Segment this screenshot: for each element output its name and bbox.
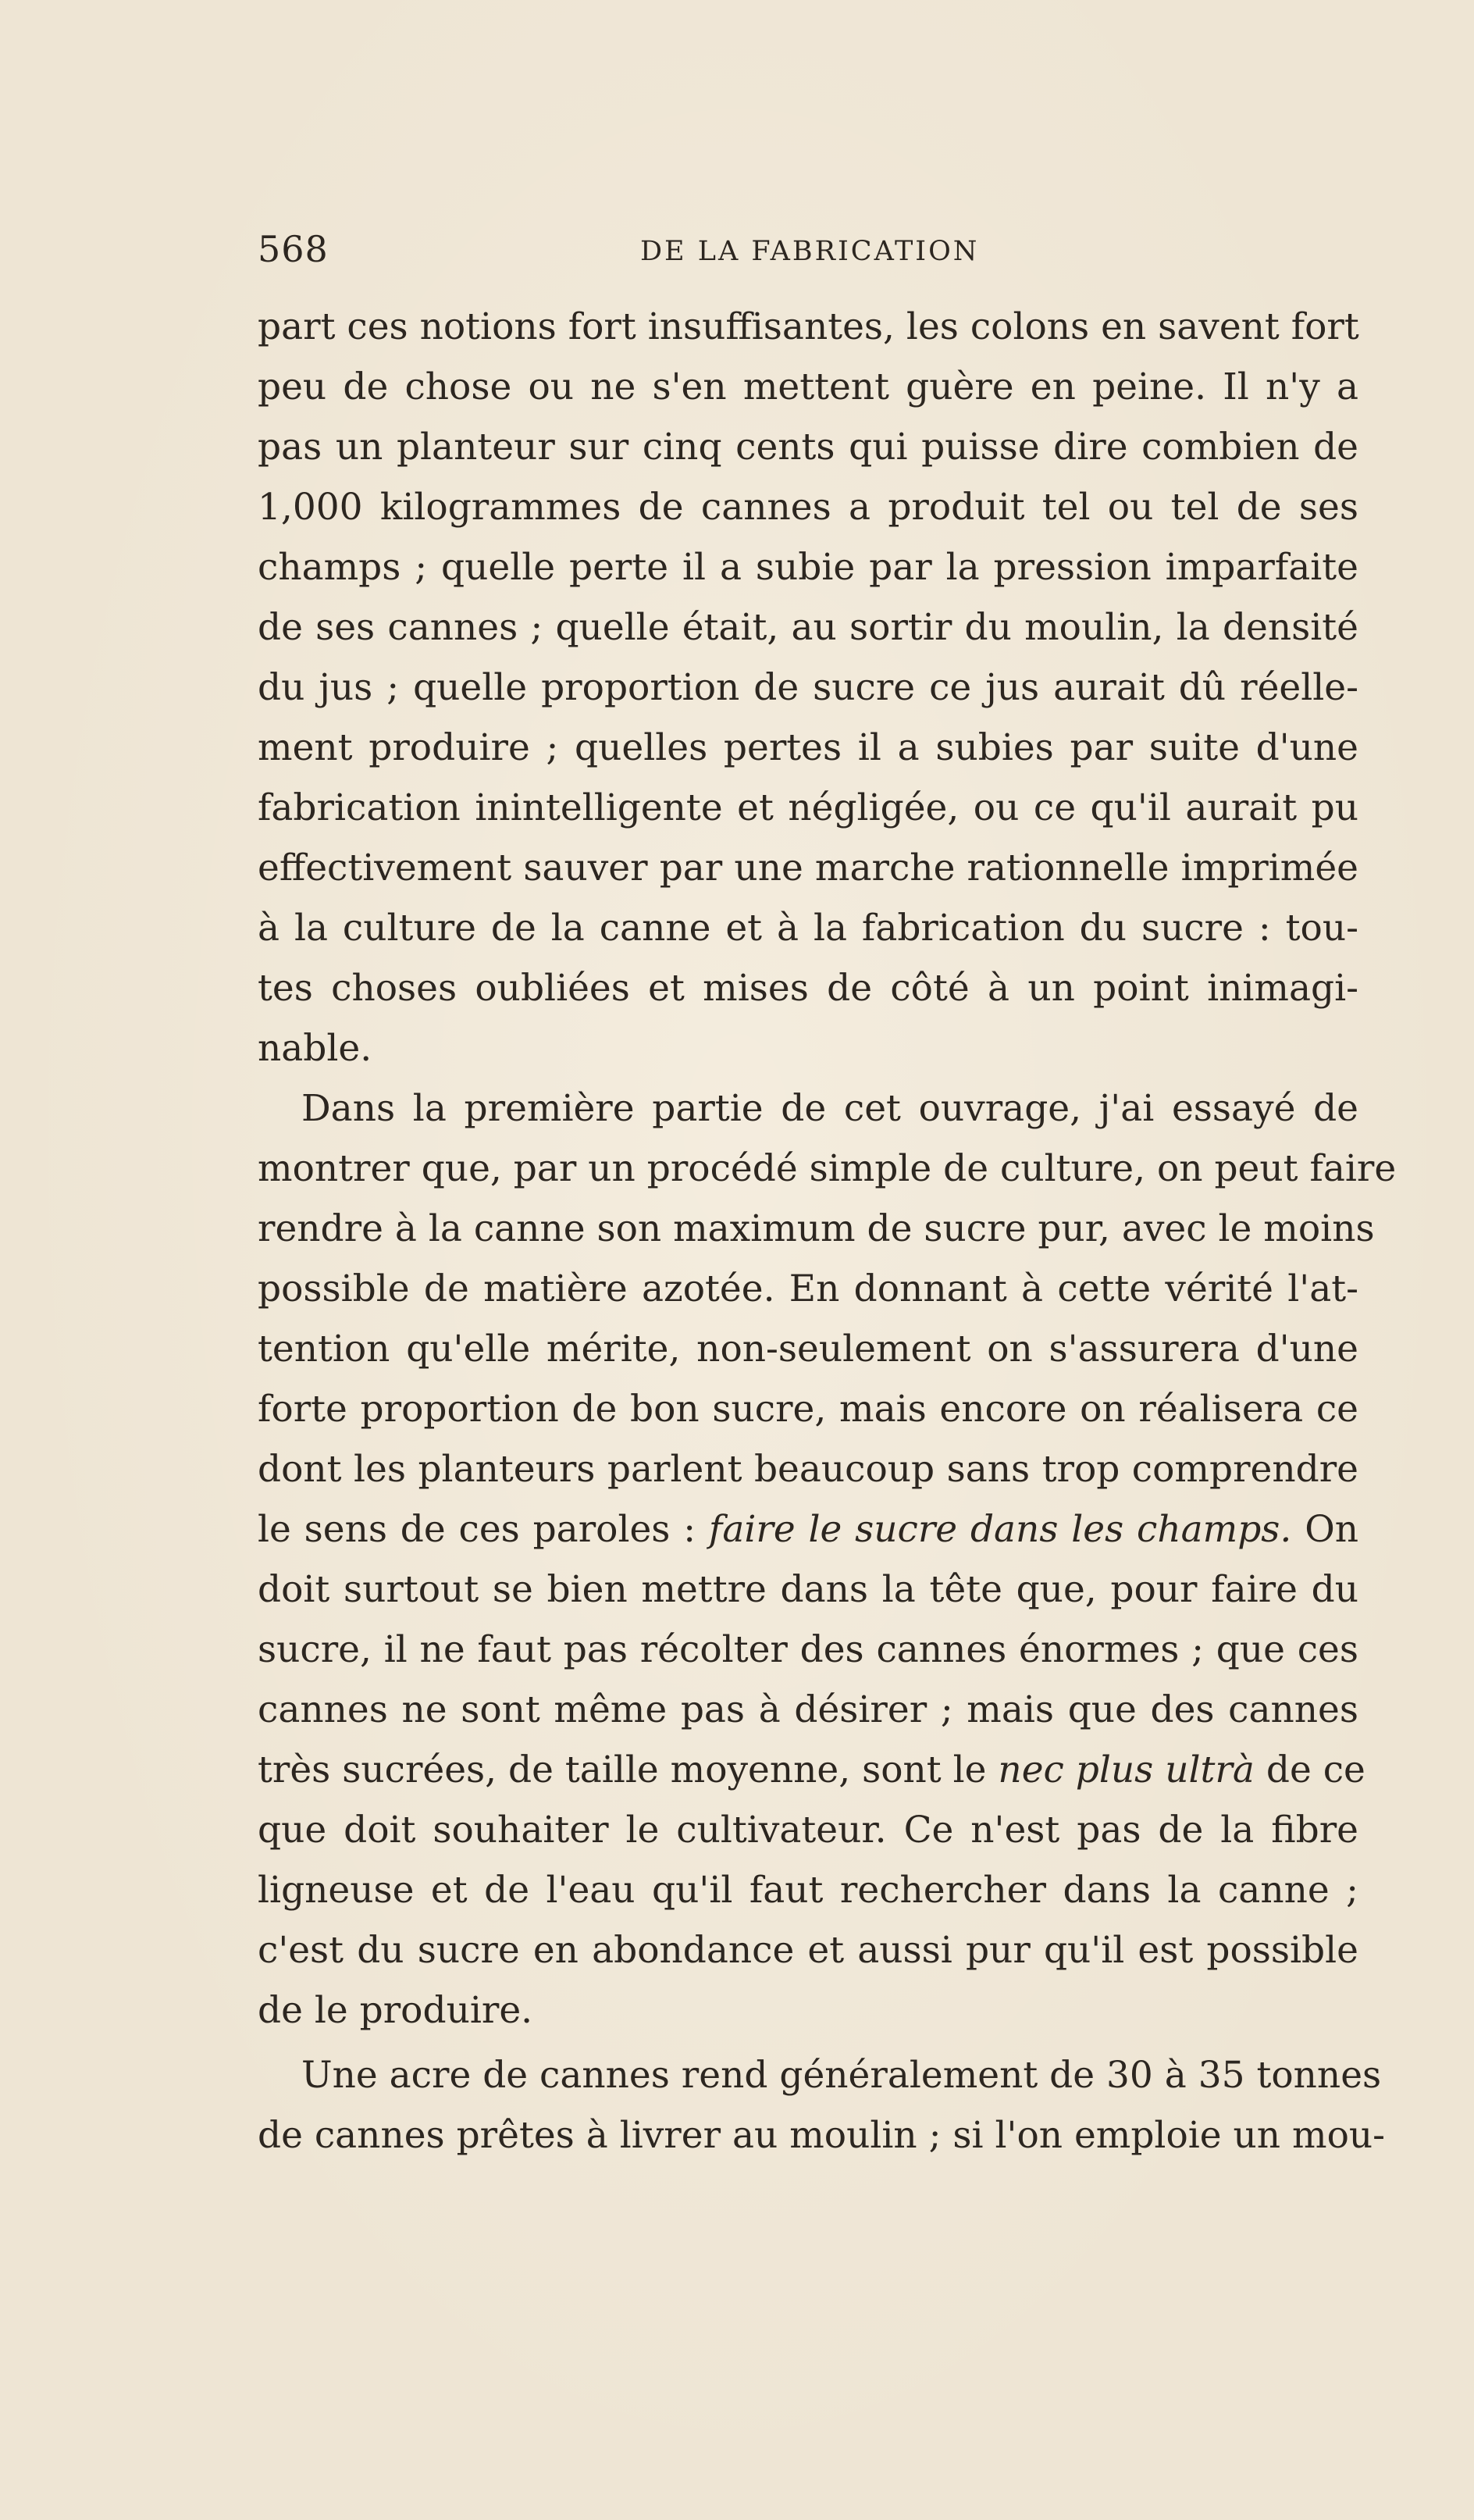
text-line: possible de matière azotée. En donnant à cette vérité l'at- (258, 1267, 1358, 1310)
text-line: part ces notions fort insuffisantes, les colons en savent fort (258, 305, 1359, 348)
text-line: forte proportion de bon sucre, mais encore on réalisera ce (258, 1388, 1358, 1431)
text-line: que doit souhaiter le cultivateur. Ce n'est pas de la fibre (258, 1809, 1358, 1852)
text-line: de le produire. (258, 1989, 533, 2032)
text-line: effectivement sauver par une marche rationnelle imprimée (258, 847, 1358, 889)
text-line: du jus ; quelle proportion de sucre ce jus aurait dû réelle- (258, 666, 1358, 709)
body-text (258, 297, 1397, 2165)
text-line: c'est du sucre en abondance et aussi pur qu'il est possible (258, 1929, 1358, 1972)
text-line: rendre à la canne son maximum de sucre pur, avec le moins (258, 1207, 1375, 1250)
text-run: On (1305, 1508, 1359, 1551)
text-line: dont les planteurs parlent beaucoup sans trop comprendre (258, 1448, 1358, 1491)
text-line: cannes ne sont même pas à désirer ; mais que des cannes (258, 1688, 1358, 1731)
text-line: ment produire ; quelles pertes il a subies par suite d'une (258, 726, 1358, 769)
paragraph-2 (258, 1078, 1397, 2041)
text-line: de cannes prêtes à livrer au moulin ; si l'on emploie un mou- (258, 2114, 1386, 2157)
text-run: le sens de ces paroles : (258, 1508, 696, 1551)
text-line: champs ; quelle perte il a subie par la pression imparfaite (258, 546, 1358, 589)
text-line: tention qu'elle mérite, non-seulement on s'assurera d'une (258, 1328, 1358, 1370)
text-line: peu de chose ou ne s'en mettent guère en peine. Il n'y a (258, 365, 1358, 408)
text-line: de ses cannes ; quelle était, au sortir du moulin, la densité (258, 606, 1358, 649)
text-line: pas un planteur sur cinq cents qui puisse dire combien de (258, 426, 1358, 469)
text-line: Dans la première partie de cet ouvrage, j'ai essayé de (301, 1087, 1358, 1130)
text-run: très sucrées, de taille moyenne, sont le (258, 1748, 987, 1791)
text-line-with-italic (258, 1740, 1365, 1800)
text-line: nable. (258, 1027, 372, 1070)
running-head (258, 228, 1358, 275)
text-line-with-italic (258, 1499, 1358, 1559)
page-number: 568 (258, 228, 329, 270)
text-line: ligneuse et de l'eau qu'il faut rechercher dans la canne ; (258, 1869, 1358, 1912)
text-line: à la culture de la canne et à la fabrication du sucre : tou- (258, 907, 1358, 950)
text-line: sucre, il ne faut pas récolter des cannes énormes ; que ces (258, 1628, 1358, 1671)
paragraph-1 (258, 297, 1358, 1078)
text-run: de ce (1266, 1748, 1365, 1791)
text-line: tes choses oubliées et mises de côté à un point inimagi- (258, 967, 1358, 1010)
italic-phrase: faire le sucre dans les champs. (708, 1508, 1292, 1551)
text-line: 1,000 kilogrammes de cannes a produit tel ou tel de ses (258, 486, 1358, 529)
text-line: doit surtout se bien mettre dans la tête que, pour faire du (258, 1568, 1358, 1611)
running-title: DE LA FABRICATION (640, 236, 980, 267)
text-line: fabrication inintelligente et négligée, ou ce qu'il aurait pu (258, 786, 1358, 829)
text-line: montrer que, par un procédé simple de culture, on peut faire (258, 1147, 1397, 1190)
text-line: Une acre de cannes rend généralement de 30 à 35 tonnes (301, 2054, 1382, 2097)
paragraph-3 (258, 2045, 1386, 2165)
italic-phrase: nec plus ultrà (998, 1748, 1255, 1791)
